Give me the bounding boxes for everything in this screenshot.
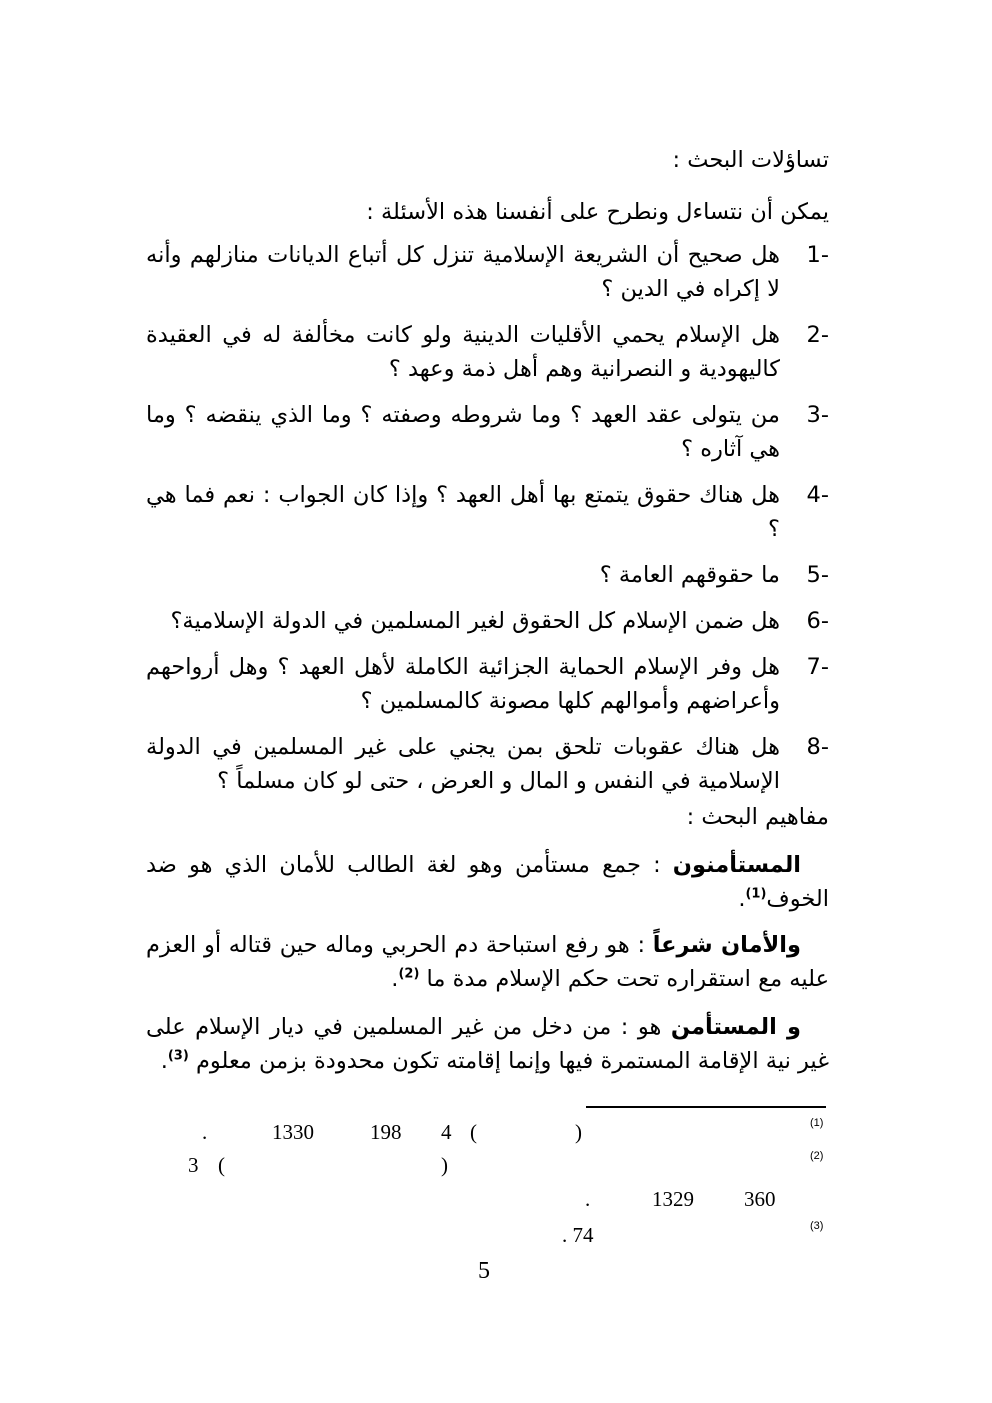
definition-paragraph xyxy=(146,1010,829,1078)
definition-paragraph xyxy=(146,928,829,996)
definition-end: . xyxy=(738,886,746,912)
list-item xyxy=(146,478,829,546)
footnote-fragment: 1329 xyxy=(652,1187,694,1211)
concepts-heading: مفاهيم البحث : xyxy=(686,804,829,830)
list-item xyxy=(146,398,829,466)
list-item xyxy=(146,730,829,798)
footnote-mark: (3) xyxy=(810,1220,824,1232)
question-text: هل وفر الإسلام الحماية الجزائية الكاملة لأهل العهد ؟ وهل أرواحهم وأعراضهم وأموالهم كلها مصونة كالمسلمين ؟ xyxy=(146,654,780,714)
footnote-fragment: . xyxy=(202,1120,208,1144)
question-number: -6 xyxy=(806,608,829,634)
definition-term: و المستأمن xyxy=(670,1014,801,1040)
footnote-fragment: ( xyxy=(470,1120,477,1144)
footnote-fragment: . xyxy=(585,1187,591,1211)
footnote-fragment: 360 xyxy=(744,1187,776,1211)
footnote-fragment: . 74 xyxy=(562,1223,594,1247)
question-text: هل ضمن الإسلام كل الحقوق لغير المسلمين في الدولة الإسلامية؟ xyxy=(170,608,780,634)
footnote-fragment: 4 xyxy=(441,1120,452,1144)
question-number: -7 xyxy=(806,654,829,680)
questions-intro: يمكن أن نتساءل ونطرح على أنفسنا هذه الأسئلة : xyxy=(366,199,829,225)
question-number: -5 xyxy=(806,562,829,588)
question-number: -3 xyxy=(806,402,829,428)
footnote-fragment: 1330 xyxy=(272,1120,314,1144)
footnote-separator xyxy=(586,1106,826,1108)
question-text: هل هناك عقوبات تلحق بمن يجني على غير المسلمين في الدولة الإسلامية في النفس و المال و العرض ، حتى لو كان مسلماً ؟ xyxy=(146,734,780,794)
question-number: -8 xyxy=(806,734,829,760)
footnote-fragment: ) xyxy=(575,1120,582,1144)
question-number: -2 xyxy=(806,322,829,348)
list-item xyxy=(146,318,829,386)
list-item xyxy=(146,558,829,592)
definition-text: : هو رفع استباحة دم الحربي وماله حين قتاله أو العزم عليه مع استقراره تحت حكم الإسلام مدة ما xyxy=(146,932,829,992)
footnote-fragment: 3 xyxy=(188,1153,199,1177)
list-item xyxy=(146,604,829,638)
question-text: من يتولى عقد العهد ؟ وما شروطه وصفته ؟ وما الذي ينقضه ؟ وما هي آثاره ؟ xyxy=(146,402,780,462)
question-text: هل الإسلام يحمي الأقليات الدينية ولو كانت مخألفة له في العقيدة كاليهودية و النصرانية وهم أهل ذمة وعهد ؟ xyxy=(146,322,780,382)
definition-end: . xyxy=(391,966,399,992)
question-text: هل صحيح أن الشريعة الإسلامية تنزل كل أتباع الديانات منازلهم وأنه لا إكراه في الدين ؟ xyxy=(146,242,780,302)
question-number: -4 xyxy=(806,482,829,508)
list-item xyxy=(146,650,829,718)
question-number: -1 xyxy=(806,242,829,268)
footnote-ref[interactable]: (1) xyxy=(745,886,767,902)
definition-text: هو : من دخل من غير المسلمين في ديار الإسلام على غير نية الإقامة المستمرة فيها وإنما إقامته تكون محدودة بزمن معلوم xyxy=(146,1014,829,1074)
footnote-mark: (2) xyxy=(810,1150,824,1162)
footnote-fragment: 198 xyxy=(370,1120,402,1144)
definition-term: المستأمنون xyxy=(672,852,801,878)
questions-heading: تساؤلات البحث : xyxy=(672,147,829,173)
footnote-mark: (1) xyxy=(810,1117,824,1129)
definition-term: والأمان شرعاً xyxy=(652,932,802,958)
definition-text: : جمع مستأمن وهو لغة الطالب للأمان الذي هو ضد الخوف xyxy=(146,852,829,912)
footnote-ref[interactable]: (2) xyxy=(398,966,420,982)
list-item xyxy=(146,238,829,306)
definition-end: . xyxy=(160,1048,168,1074)
footnote-ref[interactable]: (3) xyxy=(167,1048,189,1064)
question-text: هل هناك حقوق يتمتع بها أهل العهد ؟ وإذا كان الجواب : نعم فما هي ؟ xyxy=(146,482,780,542)
question-text: ما حقوقهم العامة ؟ xyxy=(599,562,780,588)
footnote-fragment: ) xyxy=(441,1153,448,1177)
questions-list xyxy=(146,238,829,810)
page-number: 5 xyxy=(478,1258,490,1284)
definition-paragraph xyxy=(146,848,829,916)
footnote-fragment: ( xyxy=(218,1153,225,1177)
